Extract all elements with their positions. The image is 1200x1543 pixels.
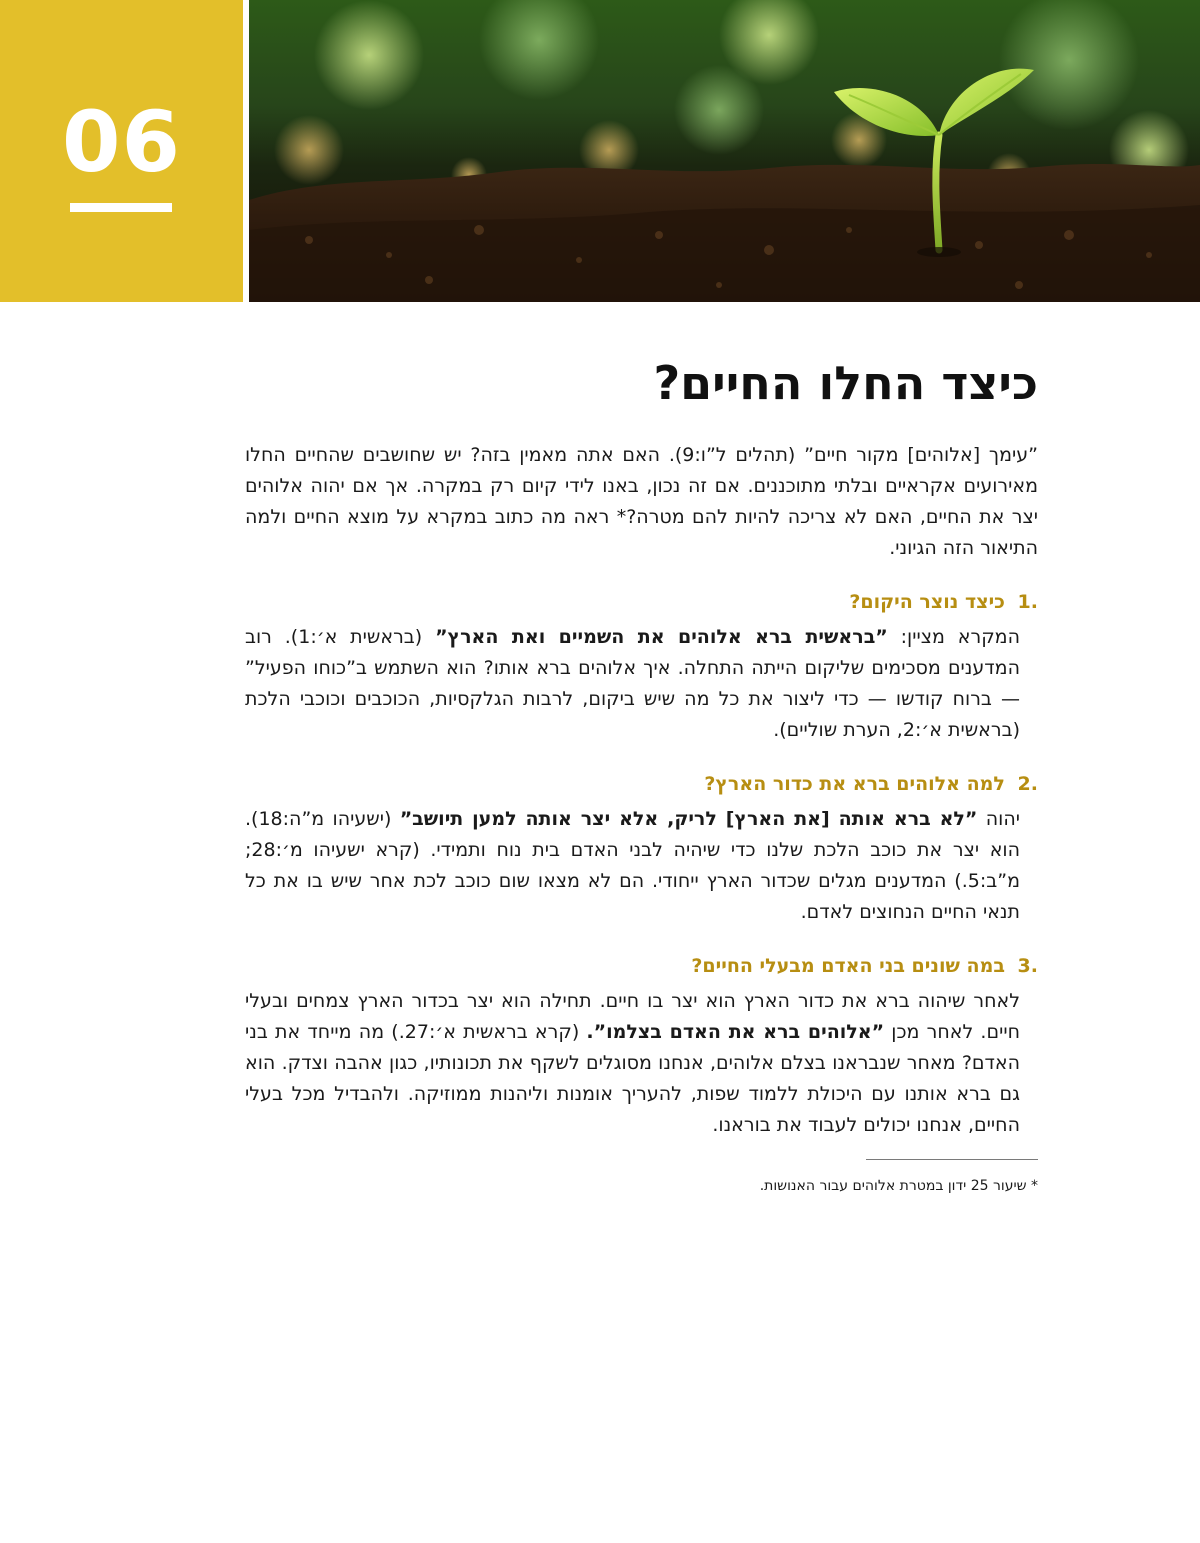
lesson-number-badge (0, 0, 243, 302)
section-number: 1. (1017, 591, 1038, 613)
footnote: * שיעור 25 ידון במטרת אלוהים עבור האנושות. (759, 1178, 1038, 1194)
section-number: 2. (1017, 773, 1038, 795)
section-text: (קרא בראשית א׳:27.) מה מייחד את בני האדם? מאחר שנבראנו בצלם אלוהים, אנחנו מסוגלים לשקף את תכונותיו, כגון אהבה וצדק. הוא גם ברא אותנו עם היכולת ללמוד שפות, להעריך אומנות וליהנות ממוזיקה. ולהבדיל מכל בעלי החיים, אנחנו יכולים לעבוד את בוראנו. (245, 1021, 1020, 1136)
footnote-divider (866, 1159, 1038, 1160)
scripture-quote: ”אלוהים ברא את האדם בצלמו”. (586, 1021, 885, 1043)
section-body (245, 804, 1038, 928)
section-body (245, 622, 1038, 746)
intro-paragraph: ”עימך [אלוהים] מקור חיים” (תהלים ל”ו:9). האם אתה מאמין בזה? יש שחושבים שהחיים החלו מאירועים אקראיים ובלתי מתוכננים. אם זה נכון, באנו לידי קיום רק במקרה. אך אם יהוה אלוהים יצר את החיים, האם לא צריכה להיות להם מטרה?* ראה מה כתוב במקרא על מוצא החיים ולמה התיאור הזה הגיוני. (245, 444, 1038, 559)
section-title: במה שונים בני האדם מבעלי החיים? (691, 955, 1005, 977)
lesson-number: 06 (62, 93, 181, 191)
section-text: (בראשית א׳:1). רוב המדענים מסכימים שליקום הייתה התחלה. איך אלוהים ברא אותו? הוא השתמש ב”כוחו הפעיל” — ברוח קודשו — כדי ליצור את כל מה שיש ביקום, לרבות הגלקסיות, הכוכבים וכוכבי הלכת (בראשית א׳:2, הערת שוליים). (245, 626, 1020, 741)
section-3 (245, 952, 1038, 1141)
section-1 (245, 588, 1038, 746)
section-heading (245, 770, 1038, 798)
section-text: המקרא מציין: (887, 626, 1020, 648)
section-2 (245, 770, 1038, 928)
section-text: לאחר שיהוה ברא את כדור הארץ הוא יצר בו חיים. תחילה הוא יצר בכדור הארץ צמחים ובעלי חיים. לאחר מכן (245, 990, 1020, 1043)
section-title: כיצד נוצר היקום? (849, 591, 1005, 613)
scripture-quote: ”בראשית ברא אלוהים את השמיים ואת הארץ” (435, 626, 888, 648)
section-body (245, 986, 1038, 1141)
page-title: כיצד החלו החיים? (653, 356, 1038, 410)
scripture-quote: ”לא ברא אותה [את הארץ] לריק, אלא יצר אותה למען תיושב” (399, 808, 978, 830)
section-number: 3. (1017, 955, 1038, 977)
section-heading (245, 588, 1038, 616)
section-title: למה אלוהים ברא את כדור הארץ? (704, 773, 1005, 795)
hero-seedling-image (249, 0, 1200, 302)
lesson-content (245, 348, 1038, 1196)
section-heading (245, 952, 1038, 980)
section-text: יהוה (977, 808, 1020, 830)
section-text: (ישעיהו מ”ה:18). הוא יצר את כוכב הלכת שלנו כדי שיהיה לבני האדם בית נוח ותמידי. (קרא ישעיהו מ׳:28; מ”ב:5.) המדענים מגלים שכדור הארץ ייחודי. הם לא מצאו שום כוכב לכת אחר שיש בו את כל תנאי החיים הנחוצים לאדם. (245, 808, 1020, 923)
lesson-number-underline (70, 203, 172, 212)
